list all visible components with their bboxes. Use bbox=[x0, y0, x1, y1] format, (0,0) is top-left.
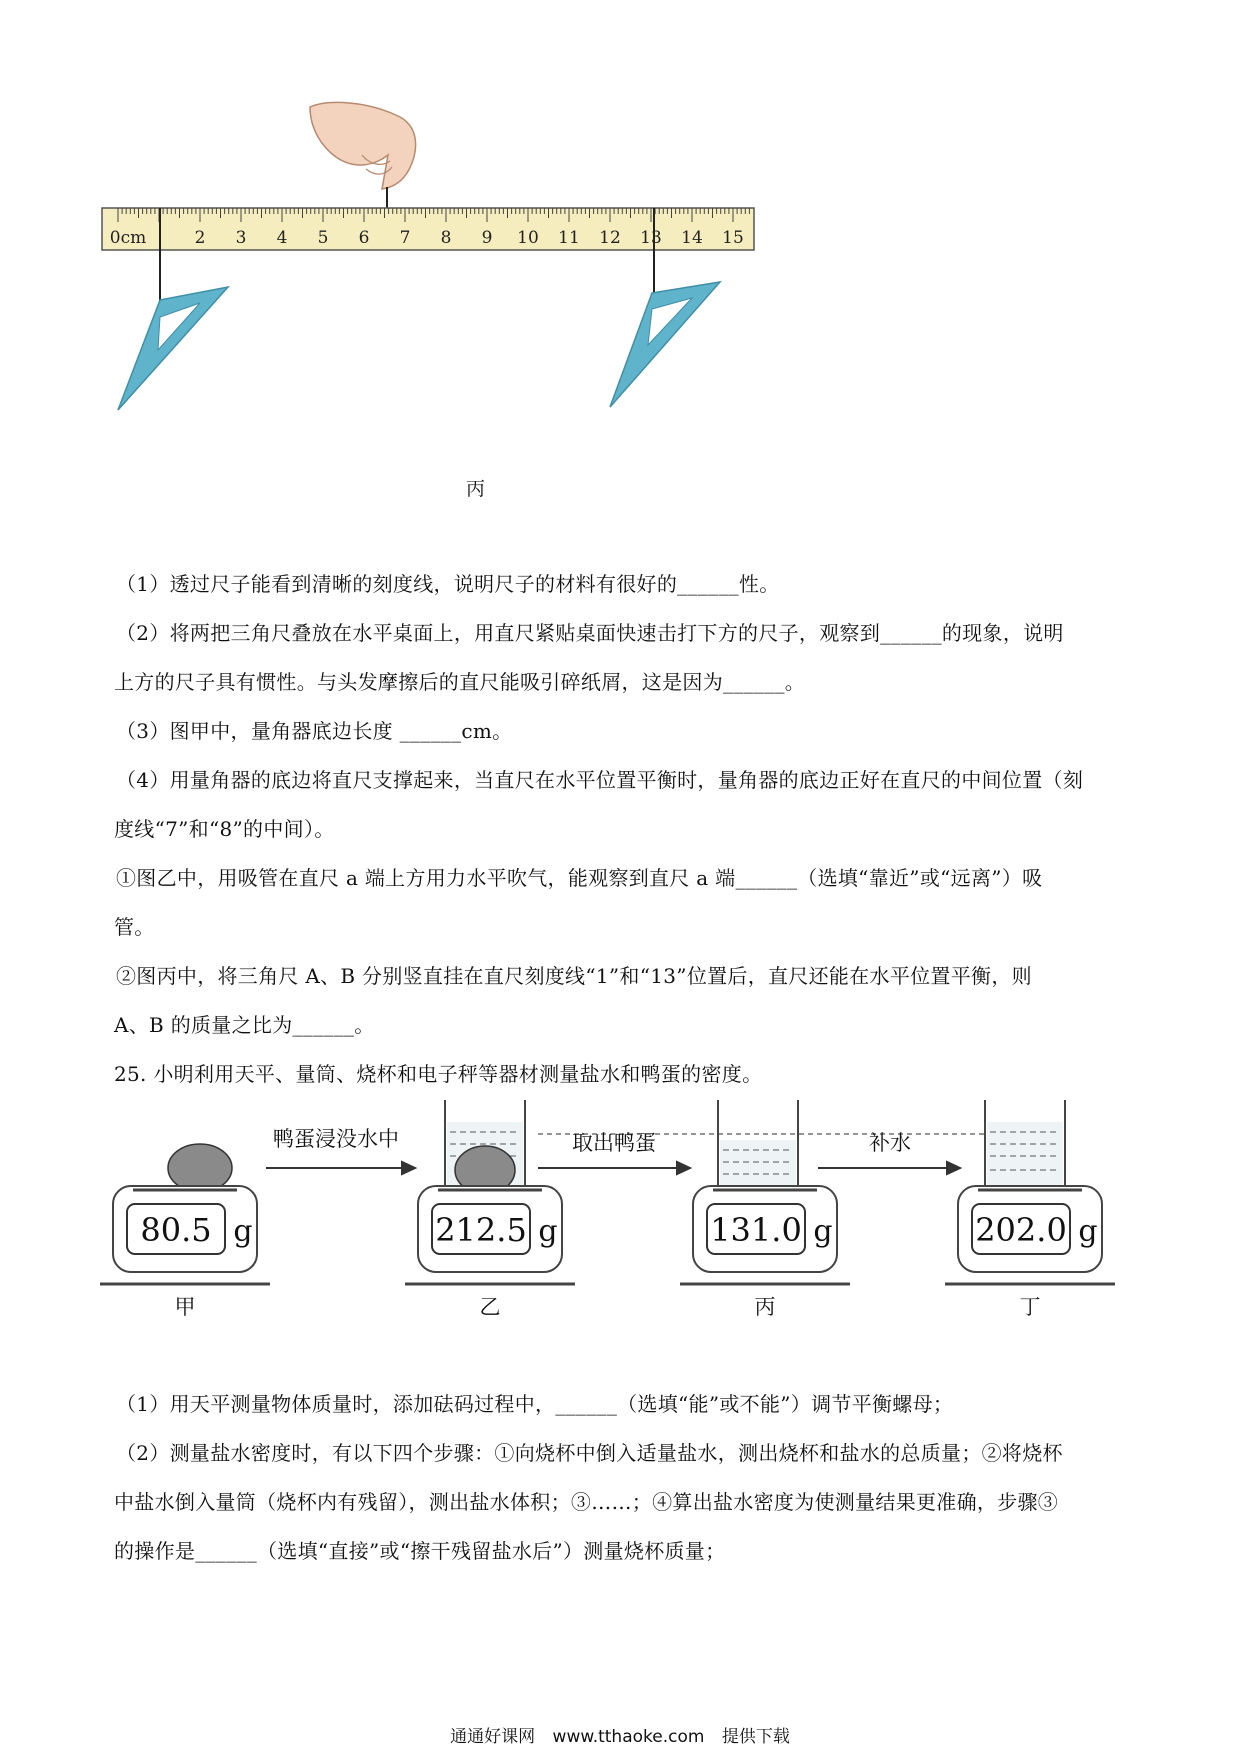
ruler-figure bbox=[100, 95, 860, 505]
q24-part1: （1）透过尺子能看到清晰的刻度线，说明尺子的材料有很好的______性。 bbox=[116, 572, 780, 596]
ruler-tick-label: 5 bbox=[317, 228, 329, 248]
q25-part2-line2: 中盐水倒入量筒（烧杯内有残留），测出盐水体积；③……；④算出盐水密度为使测量结果更准确，步骤③ bbox=[114, 1490, 1059, 1514]
beaker-ding bbox=[985, 1100, 1065, 1192]
ruler-tick-label: 11 bbox=[558, 228, 580, 248]
q24-part4-line2: 度线“7”和“8”的中间）。 bbox=[114, 817, 335, 841]
scale-reading: 212.5 bbox=[435, 1211, 527, 1249]
arrow-label-remove-egg: 取出鸭蛋 bbox=[572, 1131, 656, 1155]
ruler-tick-label: 13 bbox=[640, 228, 662, 248]
q24-sub2-line2: A、B 的质量之比为______。 bbox=[114, 1013, 375, 1037]
electronic-scale bbox=[405, 1186, 575, 1319]
arrow-label-add-water: 补水 bbox=[869, 1131, 911, 1155]
electronic-scale bbox=[945, 1186, 1115, 1319]
q24-sub2-line1: ②图丙中，将三角尺 A、B 分别竖直挂在直尺刻度线“1”和“13”位置后，直尺还能在水平位置平衡，则 bbox=[116, 964, 1032, 988]
ruler-tick-label: 8 bbox=[440, 228, 452, 248]
footer-suffix: 提供下载 bbox=[721, 1727, 790, 1747]
ruler-tick-label: 2 bbox=[194, 228, 206, 248]
ruler-tick-label: 4 bbox=[276, 228, 288, 248]
q25-stem: 25. 小明利用天平、量筒、烧杯和电子秤等器材测量盐水和鸭蛋的密度。 bbox=[114, 1062, 763, 1086]
scale-unit: g bbox=[1078, 1214, 1098, 1249]
q24-part2-line2: 上方的尺子具有惯性。与头发摩擦后的直尺能吸引碎纸屑，这是因为______。 bbox=[114, 670, 806, 694]
footer bbox=[0, 1722, 1240, 1747]
q24-part4-line1: （4）用量角器的底边将直尺支撑起来，当直尺在水平位置平衡时，量角器的底边正好在直尺的中间位置（刻 bbox=[116, 768, 1084, 792]
ruler-tick-label: 7 bbox=[399, 228, 411, 248]
q24-sub1-line1: ①图乙中，用吸管在直尺 a 端上方用力水平吹气，能观察到直尺 a 端______（选填“靠近”或“远离”）吸 bbox=[116, 866, 1043, 890]
beaker-bing bbox=[718, 1100, 798, 1192]
ruler-tick-label: 14 bbox=[681, 228, 703, 248]
q25-part2-line3: 的操作是______（选填“直接”或“擦干残留盐水后”）测量烧杯质量； bbox=[114, 1539, 726, 1563]
ruler-tick-label: 10 bbox=[517, 228, 539, 248]
q24-part2-line1: （2）将两把三角尺叠放在水平桌面上，用直尺紧贴桌面快速击打下方的尺子，观察到______的现象，说明 bbox=[116, 621, 1064, 645]
ruler-tick-label: 9 bbox=[481, 228, 493, 248]
scale-label: 丙 bbox=[754, 1295, 776, 1319]
scale-unit: g bbox=[233, 1214, 253, 1249]
scale-unit: g bbox=[538, 1214, 558, 1249]
scale-figure bbox=[100, 1100, 1140, 1340]
hand-illustration bbox=[310, 102, 416, 189]
q25-part1: （1）用天平测量物体质量时，添加砝码过程中，______（选填“能”或不能”）调节平衡螺母； bbox=[116, 1392, 954, 1416]
scale-label: 甲 bbox=[174, 1295, 196, 1319]
electronic-scale bbox=[680, 1186, 850, 1319]
q24-sub1-line2: 管。 bbox=[114, 915, 155, 939]
ruler-tick-label: 0cm bbox=[109, 228, 147, 248]
footer-site-name: 通通好课网 bbox=[450, 1727, 536, 1747]
ruler-tick-label: 12 bbox=[599, 228, 621, 248]
q24-part3: （3）图甲中，量角器底边长度 ______cm。 bbox=[116, 719, 513, 743]
scale-reading: 131.0 bbox=[710, 1211, 802, 1249]
ruler-tick-label: 6 bbox=[358, 228, 370, 248]
scale-unit: g bbox=[813, 1214, 833, 1249]
figure-caption-bing: 丙 bbox=[466, 478, 486, 500]
beaker-yi bbox=[445, 1100, 525, 1194]
ruler-tick-label: 3 bbox=[235, 228, 247, 248]
duck-egg bbox=[168, 1144, 232, 1192]
scale-label: 乙 bbox=[479, 1295, 501, 1319]
scale-reading: 202.0 bbox=[975, 1211, 1067, 1249]
footer-url[interactable]: www.tthaoke.com bbox=[552, 1727, 705, 1747]
electronic-scale bbox=[100, 1186, 270, 1319]
scale-label: 丁 bbox=[1019, 1295, 1041, 1319]
scale-reading: 80.5 bbox=[140, 1211, 212, 1249]
q25-part2-line1: （2）测量盐水密度时，有以下四个步骤：①向烧杯中倒入适量盐水，测出烧杯和盐水的总质量；②将烧杯 bbox=[116, 1441, 1063, 1465]
ruler-tick-label: 15 bbox=[722, 228, 744, 248]
arrow-label-immerse: 鸭蛋浸没水中 bbox=[273, 1127, 399, 1151]
